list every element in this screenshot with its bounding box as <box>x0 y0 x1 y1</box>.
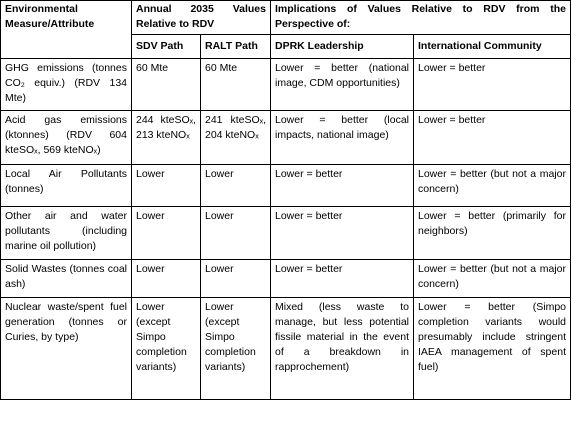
cell-attribute: Acid gas emissions (ktonnes) (RDV 604 kteSOₓ, 569 kteNOₓ) <box>1 111 132 165</box>
cell-dprk: Lower = better <box>271 165 414 207</box>
table-row <box>1 111 571 165</box>
cell-dprk: Mixed (less waste to manage, but less potential fissile material in the event of a breakdown in rapprochement) <box>271 298 414 400</box>
cell-sdv: Lower <box>132 260 201 298</box>
header-dprk-leadership: DPRK Leadership <box>271 35 414 59</box>
cell-attribute: Solid Wastes (tonnes coal ash) <box>1 260 132 298</box>
header-sdv-path: SDV Path <box>132 35 201 59</box>
cell-intl: Lower = better (primarily for neighbors) <box>414 207 571 260</box>
header-attribute: Environmental Measure/Attribute <box>1 1 132 59</box>
header-annual-values: Annual 2035 Values Relative to RDV <box>132 1 271 35</box>
cell-dprk: Lower = better <box>271 260 414 298</box>
table-row <box>1 260 571 298</box>
cell-dprk: Lower = better (national image, CDM opportunities) <box>271 59 414 111</box>
table-row <box>1 59 571 111</box>
cell-ralt: 241 kteSOₓ, 204 kteNOₓ <box>201 111 271 165</box>
cell-sdv: 244 kteSOₓ, 213 kteNOₓ <box>132 111 201 165</box>
cell-dprk: Lower = better (local impacts, national image) <box>271 111 414 165</box>
cell-intl: Lower = better <box>414 59 571 111</box>
cell-intl: Lower = better (Simpo completion variants would presumably include stringent IAEA management of spent fuel) <box>414 298 571 400</box>
cell-sdv: Lower <box>132 207 201 260</box>
cell-ralt: Lower <box>201 207 271 260</box>
cell-sdv: Lower (except Simpo completion variants) <box>132 298 201 400</box>
cell-attribute: Local Air Pollutants (tonnes) <box>1 165 132 207</box>
cell-sdv: Lower <box>132 165 201 207</box>
cell-intl: Lower = better (but not a major concern) <box>414 165 571 207</box>
cell-ralt: 60 Mte <box>201 59 271 111</box>
cell-sdv: 60 Mte <box>132 59 201 111</box>
cell-ralt: Lower <box>201 165 271 207</box>
header-ralt-path: RALT Path <box>201 35 271 59</box>
cell-intl: Lower = better (but not a major concern) <box>414 260 571 298</box>
cell-ralt: Lower (except Simpo completion variants) <box>201 298 271 400</box>
cell-intl: Lower = better <box>414 111 571 165</box>
table-row <box>1 207 571 260</box>
cell-attribute: Nuclear waste/spent fuel generation (tonnes or Curies, by type) <box>1 298 132 400</box>
cell-ralt: Lower <box>201 260 271 298</box>
header-international-community: International Community <box>414 35 571 59</box>
table-row <box>1 165 571 207</box>
table-row <box>1 298 571 400</box>
cell-dprk: Lower = better <box>271 207 414 260</box>
header-implications: Implications of Values Relative to RDV from the Perspective of: <box>271 1 571 35</box>
cell-attribute: Other air and water pollutants (including marine oil pollution) <box>1 207 132 260</box>
cell-attribute: GHG emissions (tonnes CO₂ equiv.) (RDV 134 Mte) <box>1 59 132 111</box>
